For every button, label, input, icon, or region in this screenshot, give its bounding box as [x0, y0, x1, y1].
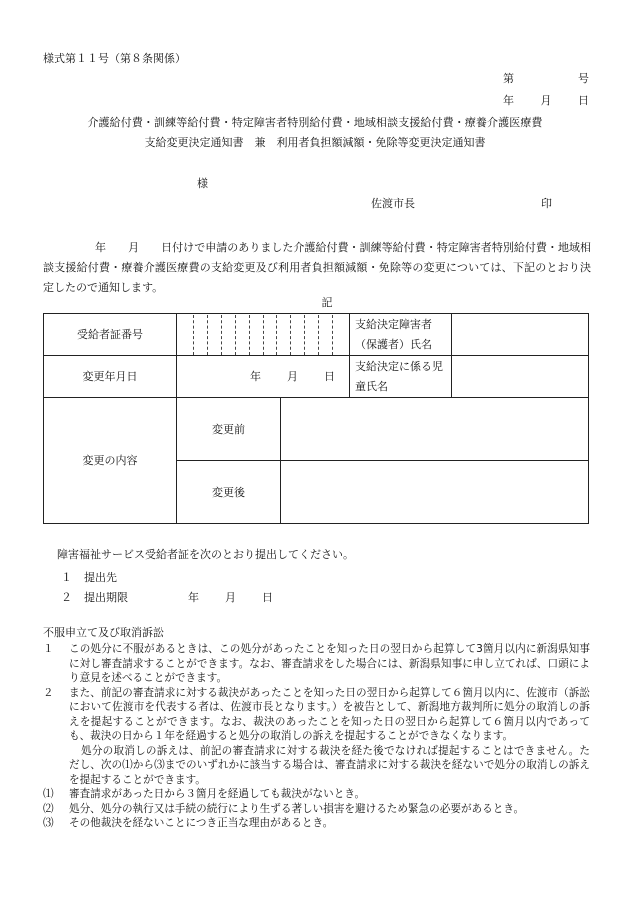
condition-text: その他裁決を経ないことにつき正当な理由があるとき。 [69, 817, 334, 829]
deadline-year: 年 [188, 591, 199, 604]
before-field[interactable] [281, 398, 589, 461]
condition-text: 処分、処分の執行又は手続の続行により生ずる著しい損害を避けるため緊急の必要があるとき。 [69, 802, 525, 815]
paragraph-number: ２ [43, 686, 54, 699]
notice-body: 年 月 日付けで申請のありました介護給付費・訓練等給付費・特定障害者特別給付費・地域相談支援給付費・療養介護医療費の支給変更及び利用者負担額減額・免除等の変更については、下記のとおり決定したので通知します。 [43, 241, 591, 294]
person-name-label: 支給決定障害者（保護者）氏名 [350, 314, 452, 356]
condition-number: ⑵ [43, 802, 54, 815]
decision-table [43, 313, 589, 524]
issue-number-prefix: 第 [503, 72, 514, 85]
submit-item1-label: 提出先 [84, 571, 117, 584]
issue-date-month: 月 [540, 94, 552, 107]
condition-text: 審査請求があった日から３箇月を経過しても裁決がないとき。 [69, 788, 366, 800]
paragraph-text: この処分に不服があるときは、この処分があったことを知った日の翌日から起算して3箇月以内に新潟県知事に対し審査請求することができます。なお、審査請求をした場合には、新潟県知事に申し立てれば、口頭により意見を述べることができます。 [69, 643, 590, 684]
child-name-label: 支給決定に係る児童氏名 [350, 356, 452, 398]
appeal-paragraph-3: 処分の取消しの訴えは、前記の審査請求に対する裁決を経た後でなければ提起することはできません。ただし、次の⑴から⑶までのいずれかに該当する場合は、審査請求に対する裁決を経ないで処分の取消しの訴えを提起することができます。 [69, 744, 590, 786]
appeal-paragraph-2 [43, 686, 590, 744]
submit-item2-number: ２ [61, 591, 72, 604]
person-name-field[interactable] [452, 314, 589, 356]
change-date-label: 変更年月日 [44, 356, 177, 398]
submit-instruction: 障害福祉サービス受給者証を次のとおり提出してください。 [57, 548, 354, 561]
seal-mark: 印 [541, 197, 552, 210]
appeal-heading: 不服申立て及び取消訴訟 [43, 626, 164, 639]
issue-date [503, 95, 589, 106]
appeal-paragraph-1 [43, 642, 590, 686]
appeal-section [43, 642, 590, 831]
before-label: 変更前 [177, 398, 281, 461]
change-date-month: 月 [287, 370, 298, 383]
form-number: 様式第１１号（第８条関係） [43, 52, 186, 65]
issuer-name: 佐渡市長 [371, 197, 415, 210]
submit-item-destination [61, 572, 117, 583]
table-row [44, 356, 589, 398]
issue-date-day: 日 [578, 94, 589, 107]
change-date-field[interactable] [177, 356, 350, 398]
after-label: 変更後 [177, 461, 281, 524]
cert-number-label: 受給者証番号 [44, 314, 177, 356]
cert-number-digit-boxes [193, 315, 333, 355]
deadline-month: 月 [225, 591, 236, 604]
paragraph-number: １ [43, 643, 54, 655]
child-name-field[interactable] [452, 356, 589, 398]
ki-heading: 記 [321, 296, 333, 309]
submit-item2-label: 提出期限 [84, 591, 128, 604]
document-title-line2: 支給変更決定通知書 兼 利用者負担額減額・免除等変更決定通知書 [144, 136, 486, 149]
document-title-line1: 介護給付費・訓練等給付費・特定障害者特別給付費・地域相談支援給付費・療養介護医療費 [87, 116, 543, 129]
appeal-condition-1 [43, 787, 590, 802]
deadline-day: 日 [262, 591, 273, 604]
table-row [44, 398, 589, 461]
change-date-day: 日 [324, 370, 335, 383]
condition-number: ⑶ [43, 817, 54, 829]
change-date-year: 年 [250, 370, 261, 383]
submit-item-deadline [61, 592, 273, 603]
recipient-suffix: 様 [197, 177, 208, 190]
cert-number-field[interactable] [177, 314, 350, 356]
appeal-condition-3 [43, 816, 590, 831]
table-row [44, 314, 589, 356]
appeal-condition-2 [43, 802, 590, 817]
condition-number: ⑴ [43, 788, 54, 800]
submit-item1-number: １ [61, 571, 72, 584]
issue-number [503, 73, 589, 84]
issue-date-year: 年 [503, 94, 514, 107]
issue-number-suffix: 号 [578, 72, 589, 85]
change-content-label: 変更の内容 [44, 398, 177, 524]
after-field[interactable] [281, 461, 589, 524]
paragraph-text: また、前記の審査請求に対する裁決があったことを知った日の翌日から起算して６箇月以内に、佐渡市（訴訟において佐渡市を代表する者は、佐渡市長となります。）を被告として、新潟地方裁判所に処分の取消しの訴えを提起することができます。なお、裁決のあったことを知った日の翌日から起算して６箇月以内であっても、裁決の日から１年を経過すると処分の取消しの訴えを提起することができなくなります。 [69, 686, 590, 742]
